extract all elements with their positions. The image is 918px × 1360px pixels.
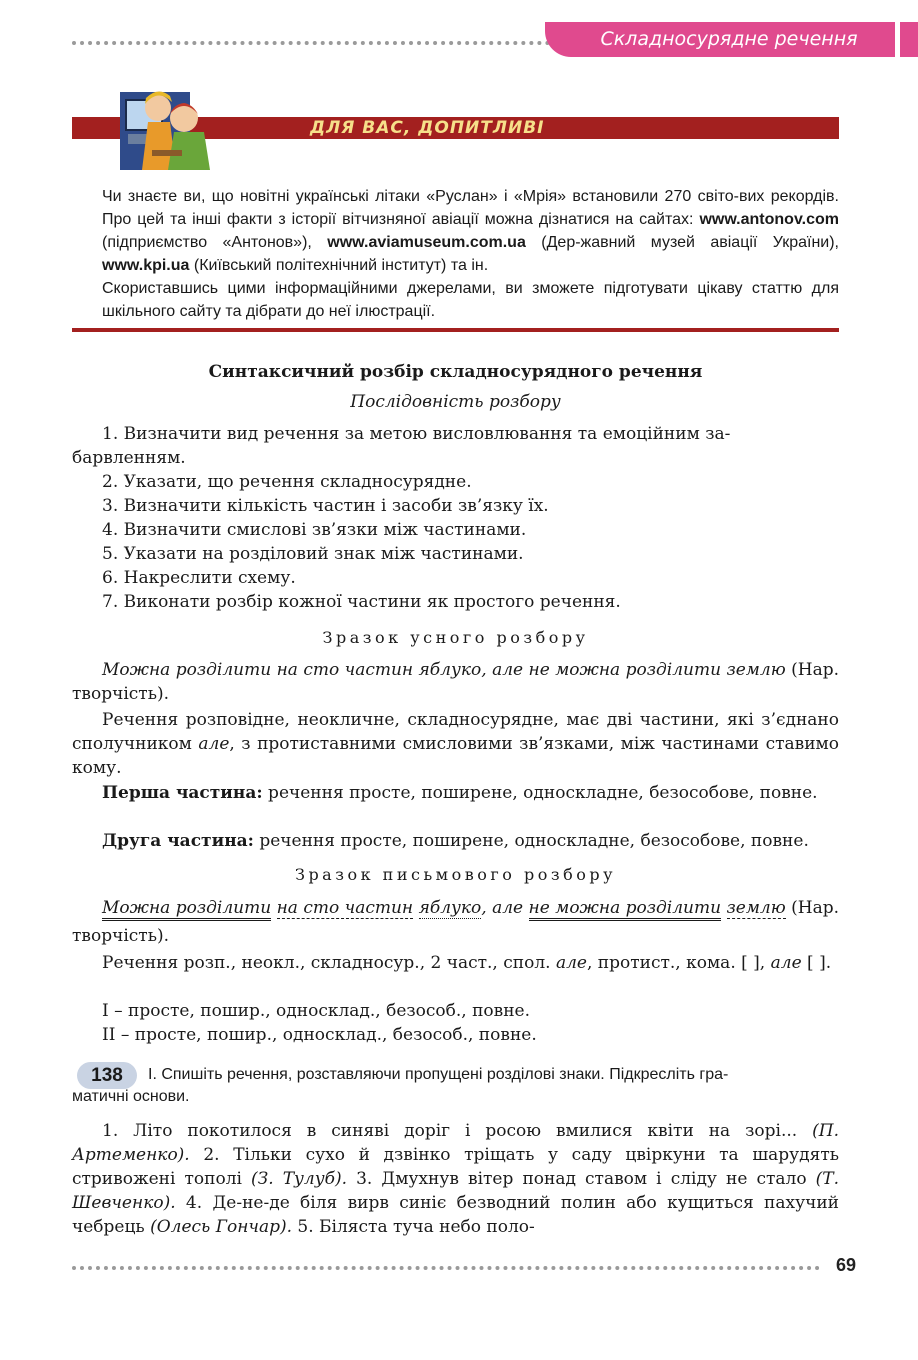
oral-description — [72, 708, 839, 780]
exercise-number-badge: 138 — [77, 1062, 137, 1089]
sentence-3: 3. Дмухнув вітер понад ставом і сліду не стало — [347, 1169, 816, 1189]
link-kpi[interactable]: www.kpi.ua — [102, 257, 190, 274]
kids-at-computer-icon — [118, 86, 218, 174]
part-2-label: Друга частина: — [102, 831, 254, 851]
part-1-text: речення просте, поширене, односкладне, безособове, повне. — [262, 783, 818, 803]
conjunction: , але — [481, 898, 529, 918]
oral-part-1 — [72, 781, 839, 805]
summary-text: , протист., кома. — [586, 953, 736, 973]
written-line-1: І – просте, пошир., односклад., безособ., повне. — [102, 1001, 531, 1021]
info-text: (Київський політехнічний інститут) та ін. — [189, 257, 489, 274]
header-dotted-rule — [72, 41, 550, 45]
part-2-text: речення просте, поширене, односкладне, безособове, повне. — [253, 831, 809, 851]
part-1-label: Перша частина: — [102, 783, 263, 803]
author-3: (Т. Шевченко). — [72, 1169, 840, 1213]
oral-sample-title: Зразок усного розбору — [322, 628, 589, 647]
scheme-part: [ ]. — [801, 953, 832, 973]
desc-text: , з протиставними смисловими зв’язками, між частинами ставимо кому. — [72, 734, 839, 778]
info-text: (Дер-жавний музей авіації України), — [525, 234, 839, 251]
sentence-1: 1. Літо покотилося в синяві доріг і росою вмилися квіти на зорі... — [102, 1121, 798, 1141]
exercise-task-cont: матичні основи. — [72, 1088, 190, 1105]
banner-title: ДЛЯ ВАС, ДОПИТЛИВІ — [310, 118, 545, 138]
parsing-heading: Синтаксичний розбір складносурядного речення — [208, 362, 703, 382]
exercise-sentences — [72, 1119, 839, 1239]
step-5: 5. Указати на розділовий знак між частинами. — [102, 544, 524, 564]
written-sentence — [72, 894, 839, 950]
step-1-cont: барвленням. — [72, 448, 186, 468]
oral-sentence-source: (Нар. творчість). — [72, 660, 839, 704]
link-aviamuseum[interactable]: www.aviamuseum.com.ua — [327, 234, 526, 251]
info-bottom-rule — [72, 328, 839, 332]
author-1: (П. Артеменко). — [72, 1121, 840, 1165]
summary-conjunction: але — [555, 953, 587, 973]
sentence-5: 5. Біляста туча небо поло- — [292, 1217, 535, 1237]
written-sample-title: Зразок письмового розбору — [294, 865, 617, 884]
link-antonov[interactable]: www.antonov.com — [699, 211, 839, 228]
step-7: 7. Виконати розбір кожної частини як простого речення. — [102, 592, 621, 612]
info-paragraph-2: Скориставшись цими інформаційними джерелами, ви зможете підготувати цікаву статтю для шкільного сайту та дібрати до неї ілюстрації. — [102, 280, 839, 320]
scheme-conjunction: але — [770, 953, 802, 973]
sentence-4: 4. Де-не-де біля вирв синіє безводний полин або кущиться пахучий чебрець — [72, 1193, 839, 1237]
predicate-2: не можна розділити — [529, 898, 722, 921]
object-1: яблуко — [418, 898, 482, 918]
step-4: 4. Визначити смислові зв’язки між частинами. — [102, 520, 527, 540]
desc-conjunction: але — [198, 734, 230, 754]
written-summary — [72, 951, 839, 975]
info-paragraph-1 — [102, 185, 839, 277]
oral-sentence-text: Можна розділити на сто частин яблуко, але не можна розділити землю — [102, 660, 786, 680]
info-text: (підприємство «Антонов»), — [102, 234, 328, 251]
info-text: Чи знаєте ви, що новітні українські літаки «Руслан» і «Мрія» встановили 270 світо-вих рекордів. Про цей та інші факти з історії вітчизняної авіації можна дізнатися на сайтах: — [102, 188, 839, 228]
written-source: (Нар. творчість). — [72, 898, 840, 946]
desc-text: Речення розповідне, неокличне, складносурядне, має дві частини, які з’єднано сполучником — [72, 710, 839, 754]
step-2: 2. Указати, що речення складносурядне. — [102, 472, 472, 492]
step-1: 1. Визначити вид речення за метою висловлювання та емоційним за- — [102, 424, 731, 444]
written-line-2: ІІ – просте, пошир., односклад., безособ., повне. — [102, 1025, 537, 1045]
summary-text: Речення розп., неокл., складносур., 2 част., спол. — [102, 953, 556, 973]
oral-part-2 — [102, 829, 839, 853]
parsing-subheading: Послідовність розбору — [350, 392, 561, 412]
step-3: 3. Визначити кількість частин і засоби зв’язку їх. — [102, 496, 549, 516]
author-4: (Олесь Гончар). — [150, 1217, 293, 1237]
page-number: 69 — [836, 1255, 857, 1275]
adverbial-1: на сто частин — [276, 898, 414, 918]
object-2: землю — [726, 898, 786, 918]
sentence-2: 2. Тільки сухо й дзвінко тріщать у саду цвіркуни та шарудять стривожені тополі — [72, 1145, 839, 1189]
step-6: 6. Накреслити схему. — [102, 568, 296, 588]
scheme-part: [ ], — [741, 953, 771, 973]
predicate-1: Можна розділити — [102, 898, 271, 921]
section-title-tab: Складносурядне речення — [545, 22, 895, 57]
section-tab-edge — [900, 22, 918, 57]
oral-sentence — [72, 658, 839, 706]
author-2: (З. Тулуб). — [251, 1169, 348, 1189]
exercise-task: І. Спишіть речення, розставляючи пропущені розділові знаки. Підкресліть гра- — [148, 1066, 729, 1083]
footer-dotted-rule — [72, 1266, 820, 1270]
